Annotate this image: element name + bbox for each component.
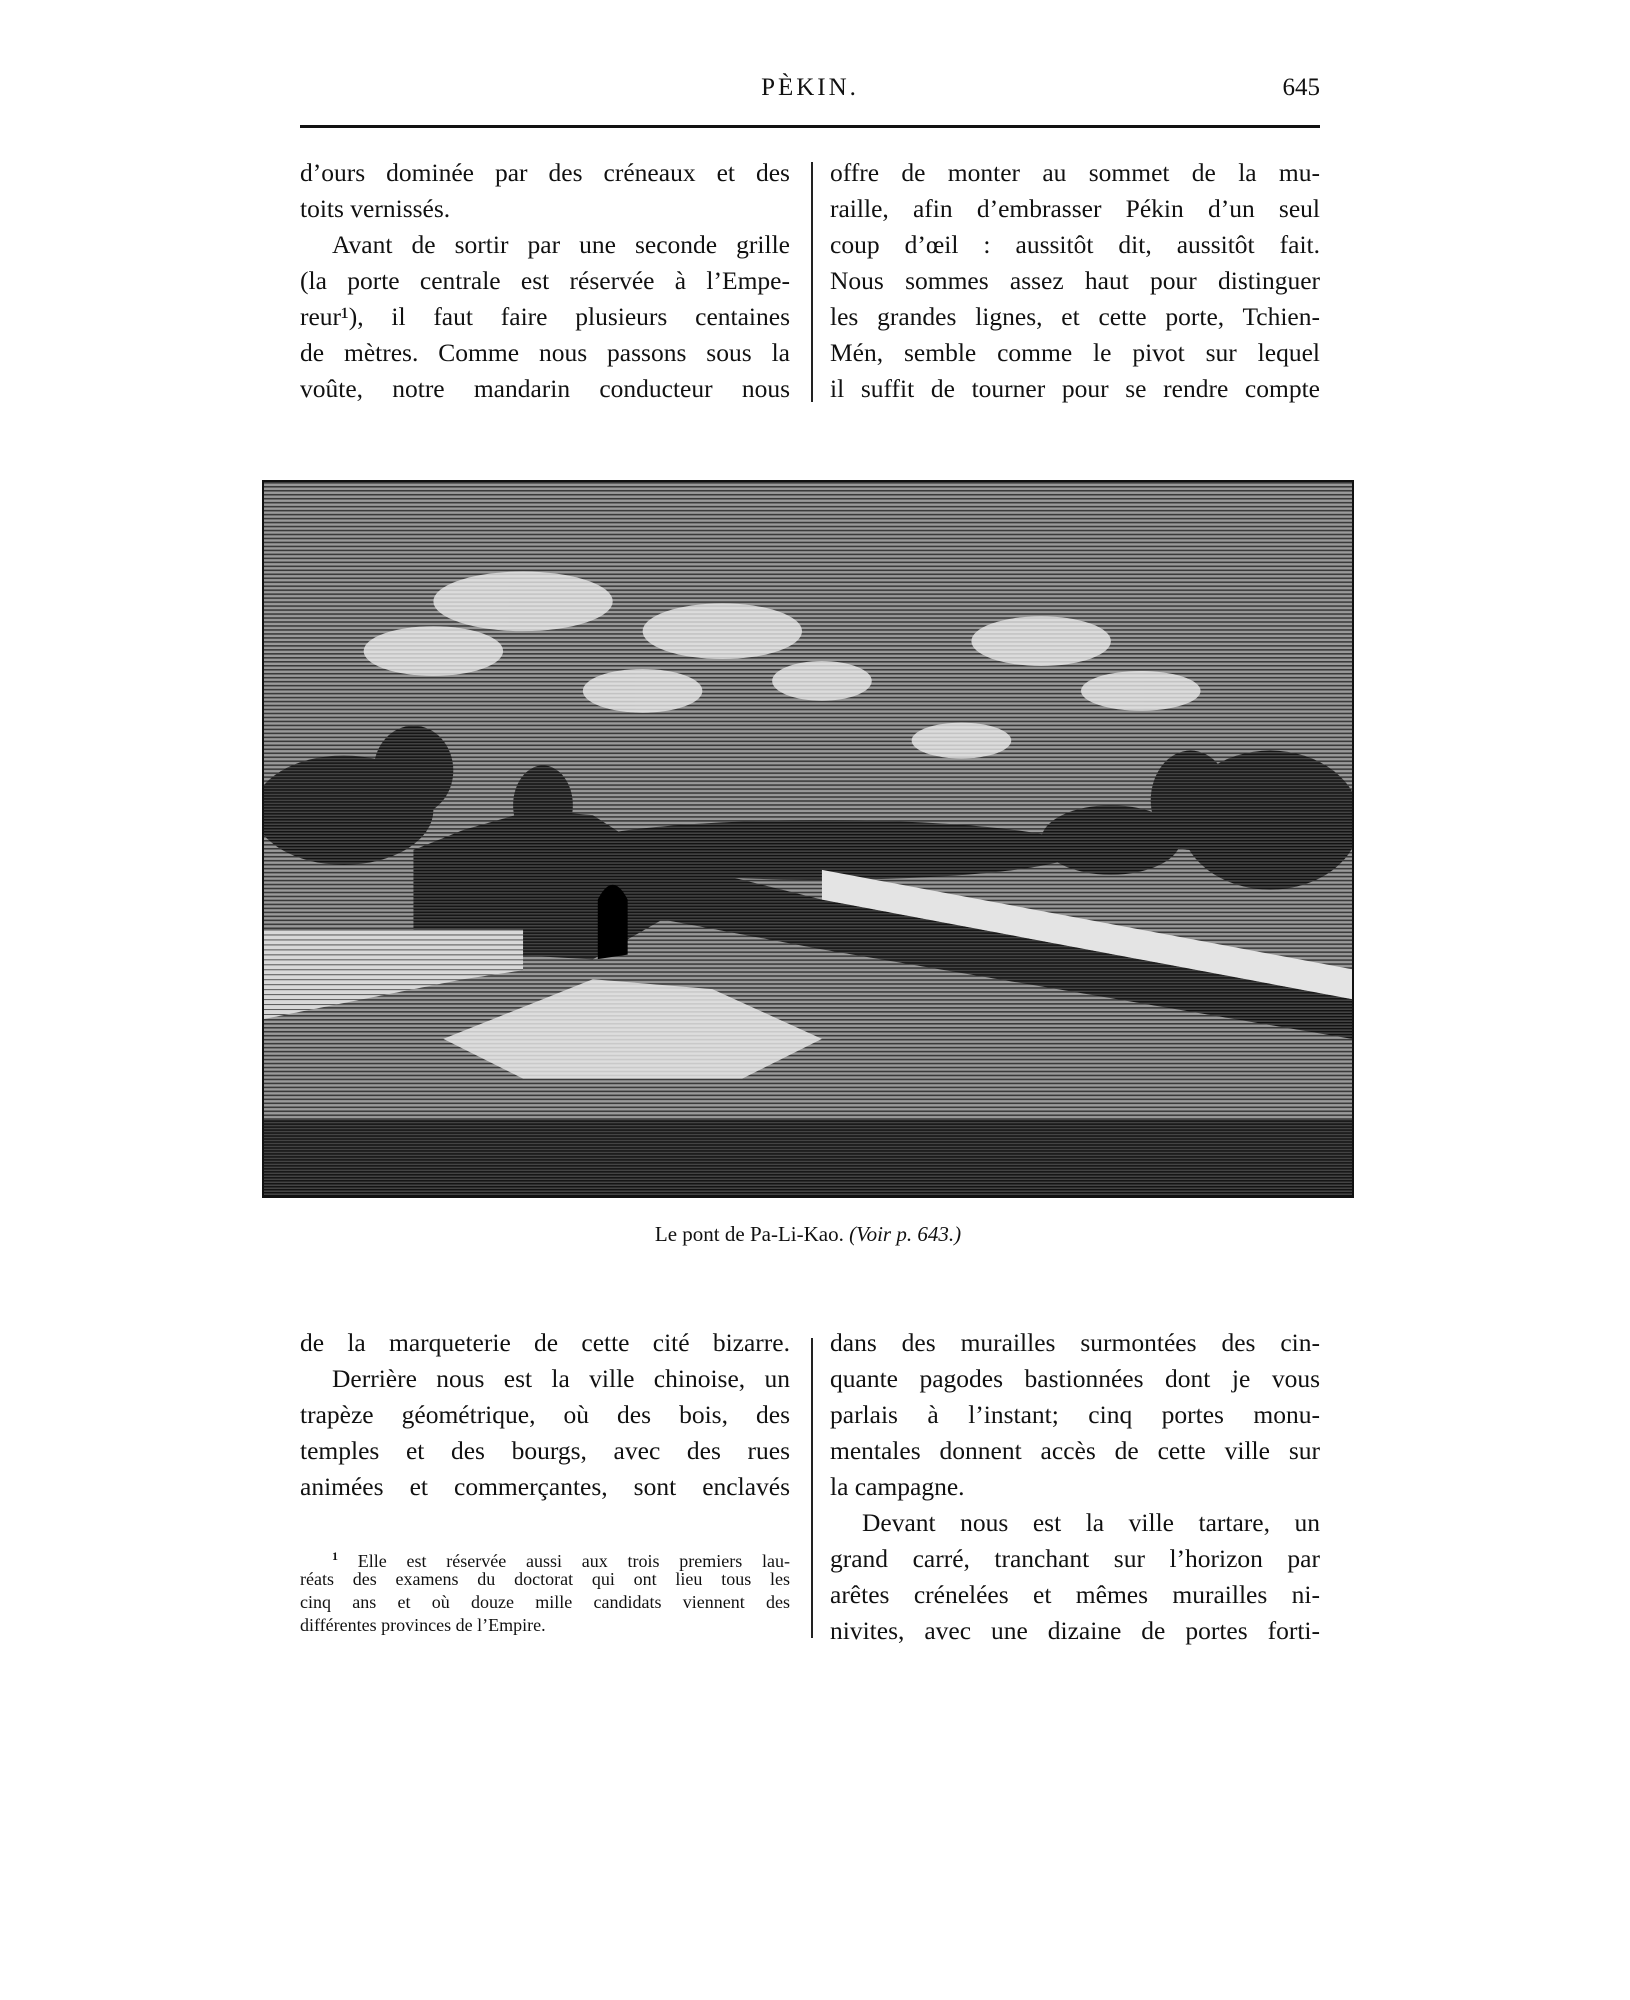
header-rule <box>300 125 1320 128</box>
caption-reference: (Voir p. 643.) <box>849 1222 962 1246</box>
footnote-mark: 1 <box>332 1549 338 1563</box>
text-line: raille, afin d’embrasser Pékin d’un seul <box>830 194 1320 223</box>
bottom-right-column <box>830 1325 1320 1649</box>
text-line: arêtes crénelées et mêmes murailles ni- <box>830 1580 1320 1609</box>
text-line: de la marqueterie de cette cité bizarre. <box>300 1328 790 1357</box>
text-line: Avant de sortir par une seconde grille <box>332 230 790 259</box>
bottom-left-column <box>300 1325 790 1505</box>
text-line: trapèze géométrique, où des bois, des <box>300 1400 790 1429</box>
text-line: grand carré, tranchant sur l’horizon par <box>830 1544 1320 1573</box>
text-line: dans des murailles surmontées des cin- <box>830 1328 1320 1357</box>
text-line: les grandes lignes, et cette porte, Tchien- <box>830 302 1320 331</box>
text-line: voûte, notre mandarin conducteur nous <box>300 374 790 403</box>
foreground-grass <box>264 1118 1352 1196</box>
text-line: de mètres. Comme nous passons sous la <box>300 338 790 367</box>
figure-caption <box>262 1222 1354 1247</box>
text-line: animées et commerçantes, sont enclavés <box>300 1472 790 1501</box>
footnote-text: Elle est réservée aussi aux trois premiers lau- <box>357 1551 790 1571</box>
caption-title: Le pont de Pa-Li-Kao. <box>654 1222 844 1246</box>
text-line: (la porte centrale est réservée à l’Empe- <box>300 266 790 295</box>
bridge-arch <box>598 885 628 960</box>
text-line: reur¹), il faut faire plusieurs centaines <box>300 302 790 331</box>
text-line: quante pagodes bastionnées dont je vous <box>830 1364 1320 1393</box>
text-line: temples et des bourgs, avec des rues <box>300 1436 790 1465</box>
text-line: il suffit de tourner pour se rendre compte <box>830 374 1320 403</box>
footnote-line: cinq ans et où douze mille candidats viennent des <box>300 1592 790 1612</box>
text-line: d’ours dominée par des créneaux et des <box>300 158 790 187</box>
column-divider <box>811 162 813 402</box>
text-line: coup d’œil : aussitôt dit, aussitôt fait. <box>830 230 1320 259</box>
bridge-engraving <box>264 482 1352 1196</box>
footnote-line <box>300 1545 790 1571</box>
top-right-column <box>830 155 1320 407</box>
footnote <box>300 1545 790 1637</box>
running-title: PÈKIN. <box>761 74 859 101</box>
footnote-line: réats des examens du doctorat qui ont lieu tous les <box>300 1569 790 1589</box>
footnote-line: différentes provinces de l’Empire. <box>300 1615 546 1635</box>
text-line: Mén, semble comme le pivot sur lequel <box>830 338 1320 367</box>
column-divider <box>811 1338 813 1638</box>
text-line: Derrière nous est la ville chinoise, un <box>332 1364 790 1393</box>
top-left-column <box>300 155 790 407</box>
page-number: 645 <box>1282 74 1320 101</box>
running-head <box>300 74 1320 110</box>
text-line: offre de monter au sommet de la mu- <box>830 158 1320 187</box>
text-line: Devant nous est la ville tartare, un <box>862 1508 1320 1537</box>
text-line: Nous sommes assez haut pour distinguer <box>830 266 1320 295</box>
text-line: la campagne. <box>830 1472 965 1501</box>
text-line: mentales donnent accès de cette ville sur <box>830 1436 1320 1465</box>
text-line: nivites, avec une dizaine de portes forti- <box>830 1616 1320 1645</box>
text-line: parlais à l’instant; cinq portes monu- <box>830 1400 1320 1429</box>
text-line: toits vernissés. <box>300 194 451 223</box>
engraving-figure <box>262 480 1354 1198</box>
